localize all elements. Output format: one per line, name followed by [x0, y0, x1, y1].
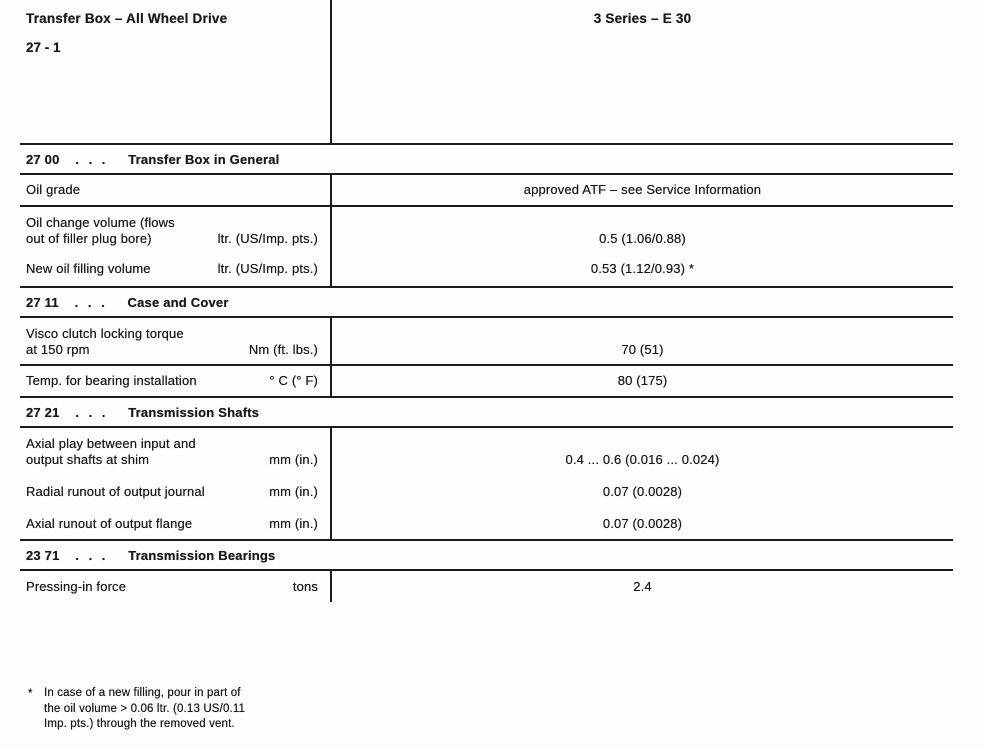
- row-pressing-force: [20, 569, 953, 602]
- row-bearing-temp: [20, 364, 953, 396]
- row-unit: ltr. (US/Imp. pts.): [217, 231, 318, 246]
- row-label: at 150 rpm: [26, 342, 90, 357]
- row-label: Oil grade: [26, 182, 81, 197]
- document-title: Transfer Box – All Wheel Drive: [26, 11, 228, 26]
- row-unit: tons: [292, 579, 318, 594]
- row-label: Radial runout of output journal: [26, 484, 205, 499]
- row-value-new-oil: 0.53 (1.12/0.93) *: [590, 261, 695, 276]
- section-heading-transmission-bearings: [20, 539, 953, 569]
- section-dots: . . .: [75, 548, 109, 563]
- row-unit: ° C (° F): [269, 373, 318, 388]
- row-label-line: [26, 579, 318, 595]
- row-unit: mm (in.): [269, 516, 318, 531]
- row-label-line1: Visco clutch locking torque: [26, 326, 184, 341]
- row-value-axial-runout: 0.07 (0.0028): [602, 516, 683, 531]
- section-title: Transfer Box in General: [128, 152, 280, 167]
- section-heading-transmission-shafts: [20, 396, 953, 426]
- row-label-radial-runout: [26, 484, 318, 500]
- row-group-shafts: [20, 426, 953, 539]
- row-unit: ltr. (US/Imp. pts.): [217, 261, 318, 276]
- value-cell: [332, 175, 953, 205]
- row-label-line2: [26, 452, 318, 468]
- value-cell: [332, 428, 953, 539]
- section-code: 23 71: [26, 548, 60, 563]
- section-title: Case and Cover: [127, 295, 229, 310]
- label-cell: [20, 207, 332, 286]
- page-header: [20, 0, 953, 143]
- label-cell: [20, 428, 332, 539]
- row-label: output shafts at shim: [26, 452, 150, 467]
- row-value: approved ATF – see Service Information: [523, 182, 762, 197]
- row-label: out of filler plug bore): [26, 231, 152, 246]
- value-cell: [332, 366, 953, 396]
- value-cell: [332, 318, 953, 364]
- section-code: 27 21: [26, 405, 60, 420]
- footnote-marker: *: [28, 688, 33, 700]
- row-value-oil-change: 0.5 (1.06/0.88): [599, 231, 686, 246]
- model-title: 3 Series – E 30: [593, 11, 692, 26]
- footnote-text: [44, 686, 245, 733]
- label-cell: [20, 366, 332, 396]
- section-heading-case-and-cover: [20, 286, 953, 316]
- row-value: 2.4: [633, 579, 652, 594]
- row-label-line1: Oil change volume (flows: [26, 215, 175, 230]
- footnote-line2: the oil volume > 0.06 ltr. (0.13 US/0.11: [44, 702, 246, 715]
- header-right-cell: [332, 0, 953, 143]
- section-title: Transmission Shafts: [128, 405, 260, 420]
- section-code: 27 11: [26, 295, 59, 310]
- row-label: Temp. for bearing installation: [26, 373, 197, 388]
- row-oil-grade: [20, 173, 953, 205]
- page-number: 27 - 1: [26, 40, 61, 55]
- row-value-radial-runout: 0.07 (0.0028): [602, 484, 683, 499]
- row-value: 80 (175): [617, 373, 668, 388]
- row-label-line2: [26, 342, 318, 358]
- row-label-line: [26, 373, 318, 389]
- row-unit: Nm (ft. lbs.): [248, 342, 318, 357]
- row-label: Pressing-in force: [26, 579, 127, 594]
- section-dots: . . .: [74, 295, 108, 310]
- section-dots: . . .: [75, 152, 109, 167]
- row-unit: mm (in.): [269, 452, 318, 467]
- header-left-cell: [20, 0, 332, 143]
- row-value-axial-play: 0.4 ... 0.6 (0.016 ... 0.024): [565, 452, 720, 467]
- footnote-line1: In case of a new filling, pour in part of: [44, 687, 241, 699]
- label-cell: [20, 318, 332, 364]
- section-dots: . . .: [75, 405, 109, 420]
- row-value: 70 (51): [621, 342, 664, 357]
- footnote-line3: Imp. pts.) through the removed vent.: [44, 718, 235, 730]
- row-label-line2: [26, 231, 318, 247]
- section-title: Transmission Bearings: [128, 548, 276, 563]
- section-heading-transfer-box-general: [20, 143, 953, 173]
- row-unit: mm (in.): [269, 484, 318, 499]
- row-visco-clutch: [20, 316, 953, 364]
- label-cell: [20, 571, 332, 602]
- section-code: 27 00: [26, 152, 60, 167]
- value-cell: [332, 207, 953, 286]
- row-group-oil-volume: [20, 205, 953, 286]
- row-label: New oil filling volume: [26, 261, 151, 276]
- footnote: [28, 686, 953, 733]
- value-cell: [332, 571, 953, 602]
- label-cell: [20, 175, 332, 205]
- row-label-new-oil: [26, 261, 318, 277]
- row-label-line1: Axial play between input and: [26, 436, 196, 451]
- row-label: Axial runout of output flange: [26, 516, 193, 531]
- spec-table: [20, 0, 953, 733]
- row-label-axial-runout: [26, 516, 318, 532]
